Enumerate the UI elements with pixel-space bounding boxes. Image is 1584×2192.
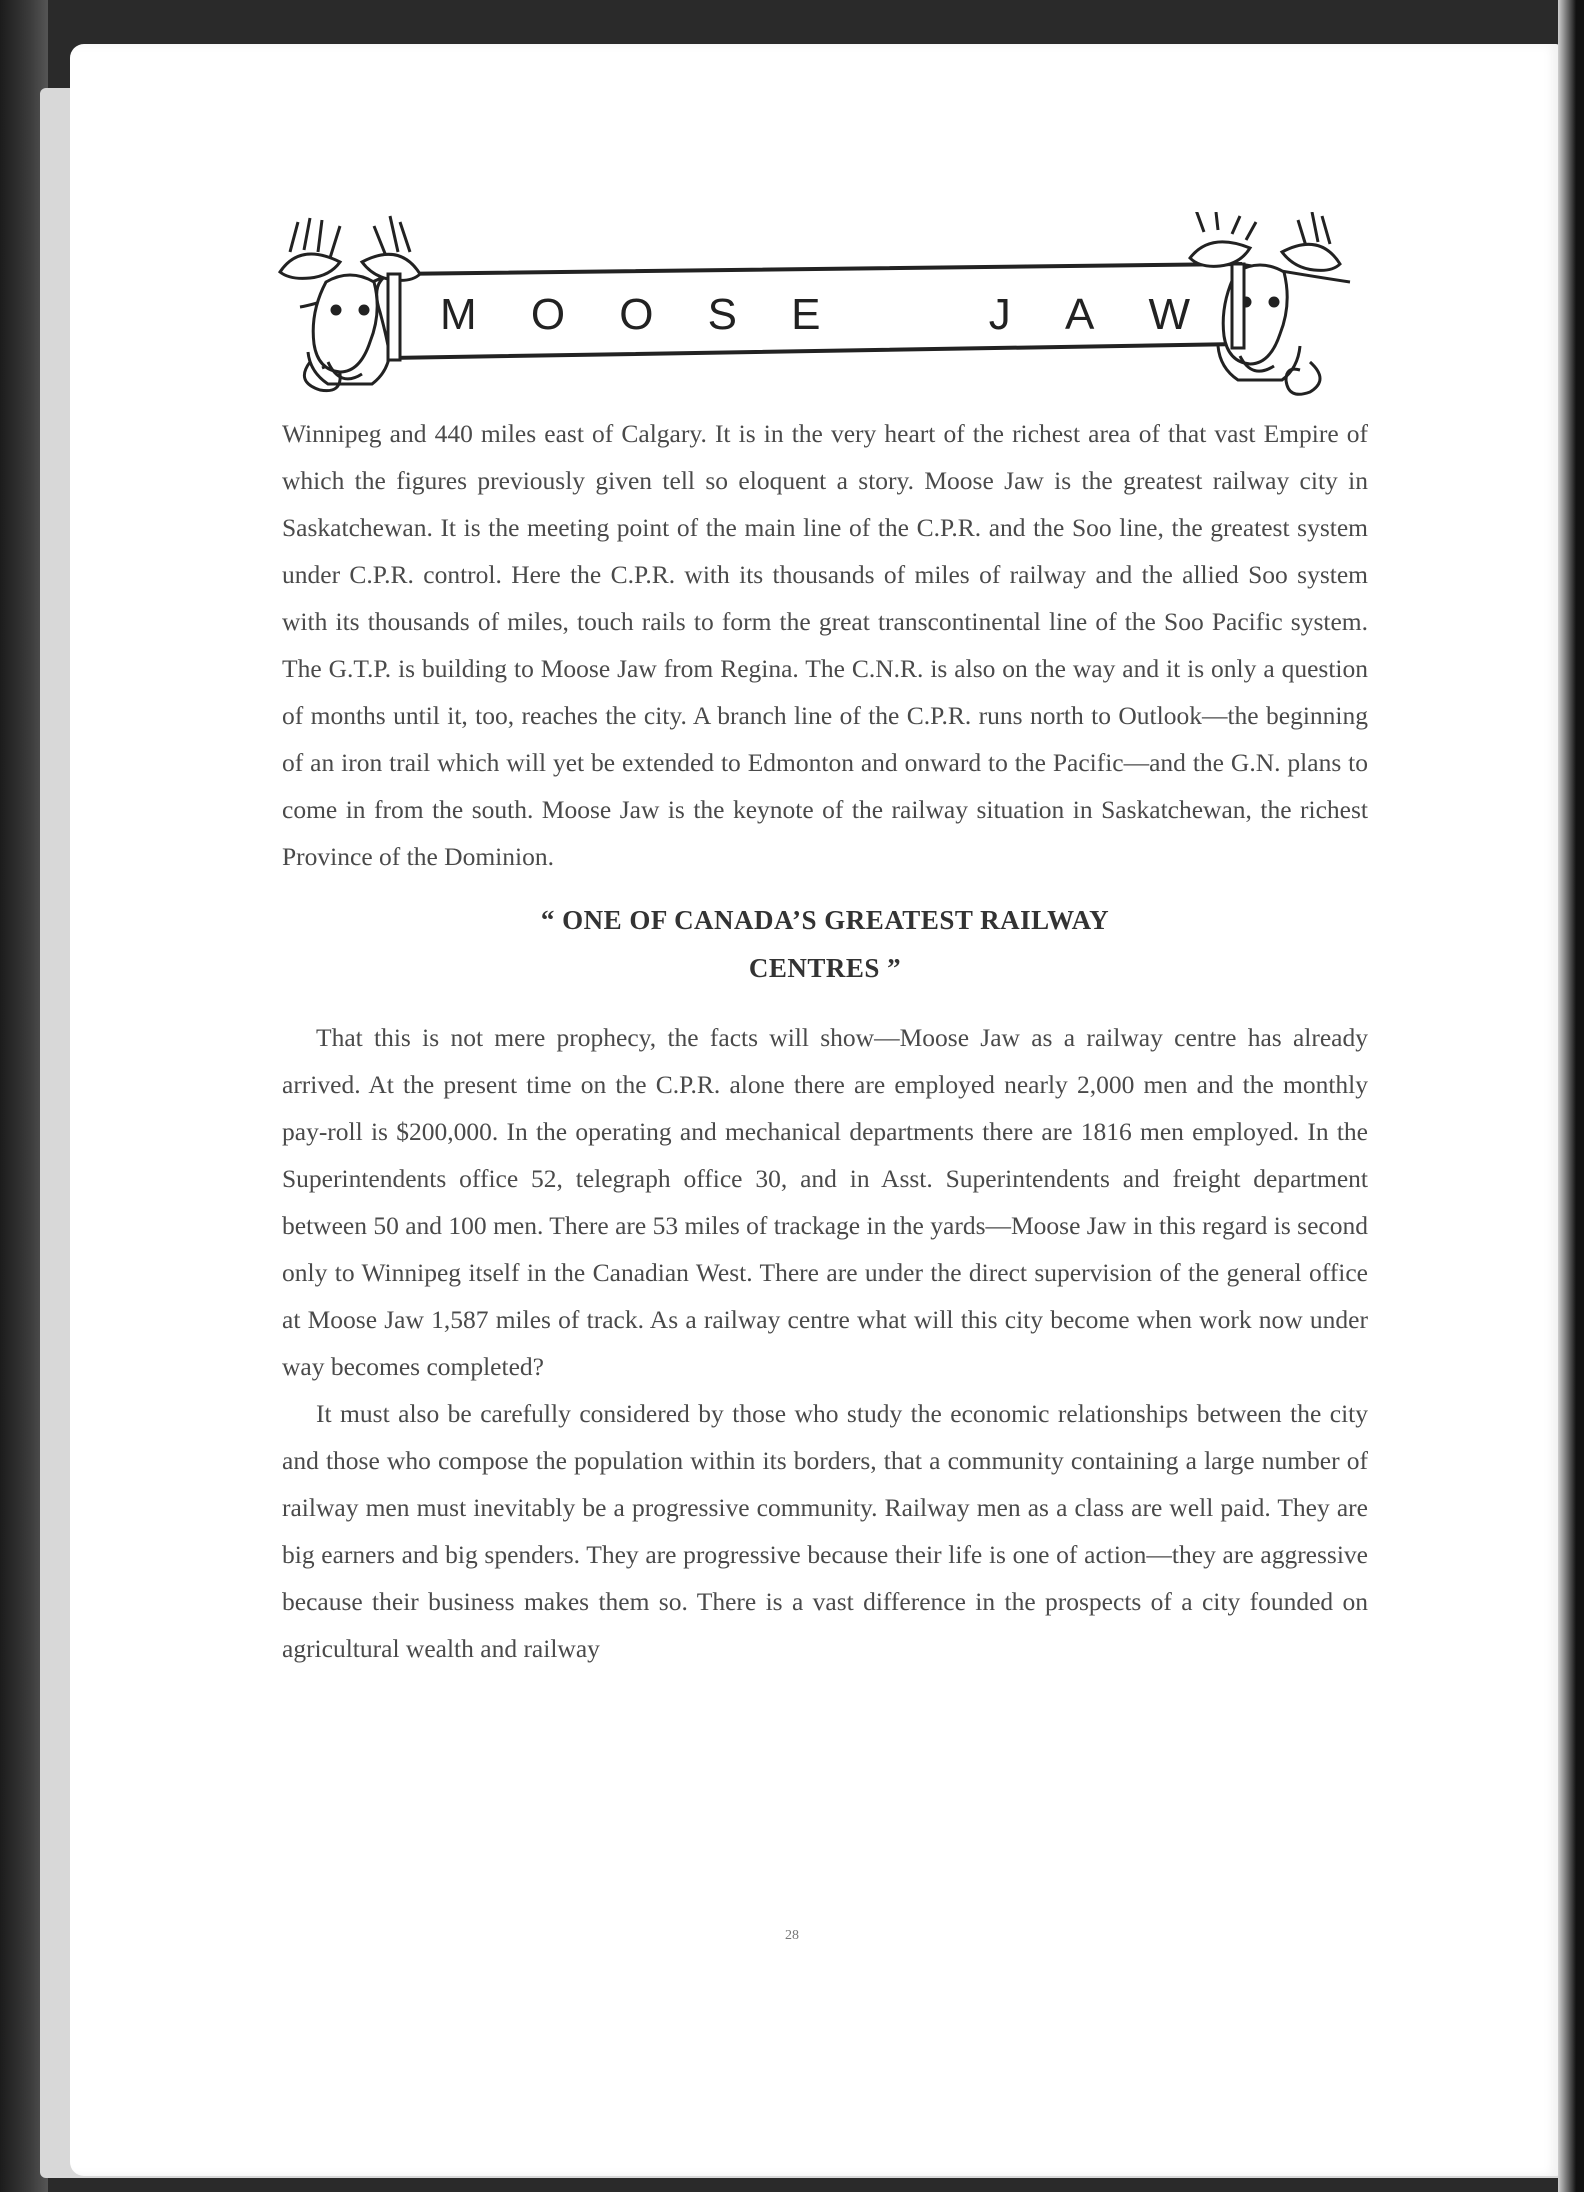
banner-letter: O [619, 290, 654, 339]
right-pillar-icon [1232, 264, 1244, 348]
left-pillar-icon [388, 274, 400, 360]
moose-jaw-banner [270, 212, 1360, 422]
section-heading-line1: “ ONE OF CANADA’S GREATEST RAILWAY [540, 905, 1110, 935]
paragraph-intro: Winnipeg and 440 miles east of Calgary. It is in the very heart of the richest area of that vast Empire of which the figures previously given tell so eloquent a story. Moose Jaw is the greatest railway city in Saskatchewan. It is the meeting point of the main line of the C.P.R. and the Soo line, the greatest system under C.P.R. control. Here the C.P.R. with its thousands of miles of railway and the allied Soo system with its thousands of miles, touch rails to form the great transcontinental line of the Soo Pacific system. The G.T.P. is building to Moose Jaw from Regina. The C.N.R. is also on the way and it is only a question of months until it, too, reaches the city. A branch line of the C.P.R. runs north to Outlook—the beginning of an iron trail which will yet be extended to Edmonton and onward to the Pacific—and the G.N. plans to come in from the south. Moose Jaw is the keynote of the railway situation in Saskatchewan, the richest Province of the Dominion. [282, 419, 1368, 871]
banner-letter: J [988, 290, 1011, 339]
book-right-edge [1558, 0, 1584, 2192]
banner-letter: W [1148, 290, 1190, 339]
banner-letter: S [707, 290, 737, 339]
banner-letter: M [440, 290, 477, 339]
banner-letter: E [791, 290, 821, 339]
page-number: 28 [785, 1928, 799, 1943]
paragraph-railway-facts: That this is not mere prophecy, the facts will show—Moose Jaw as a railway centre has already arrived. At the present time on the C.P.R. alone there are employed nearly 2,000 men and the monthly pay-roll is $200,000. In the operating and mechanical departments there are 1816 men employed. In the Superintendents office 52, telegraph office 30, and in Asst. Superintendents and freight department between 50 and 100 men. There are 53 miles of trackage in the yards—Moose Jaw in this regard is second only to Winnipeg itself in the Canadian West. There are under the direct supervision of the general office at Moose Jaw 1,587 miles of track. As a railway centre what will this city become when work now under way becomes completed? [282, 1023, 1368, 1381]
section-heading-line2: CENTRES ” [748, 953, 902, 983]
banner-letter: O [530, 290, 566, 339]
page-body [282, 410, 1368, 1672]
section-heading [282, 896, 1368, 992]
banner-title [440, 280, 1190, 350]
paragraph-economic: It must also be carefully considered by those who study the economic relationships between the city and those who compose the population within its borders, that a community containing a large number of railway men must inevitably be a progressive community. Railway men as a class are well paid. They are big earners and big spenders. They are progressive because their life is one of action—they are aggressive because their business makes them so. There is a vast difference in the prospects of a city founded on agricultural wealth and railway [282, 1399, 1368, 1663]
banner-letter: A [1064, 290, 1095, 339]
